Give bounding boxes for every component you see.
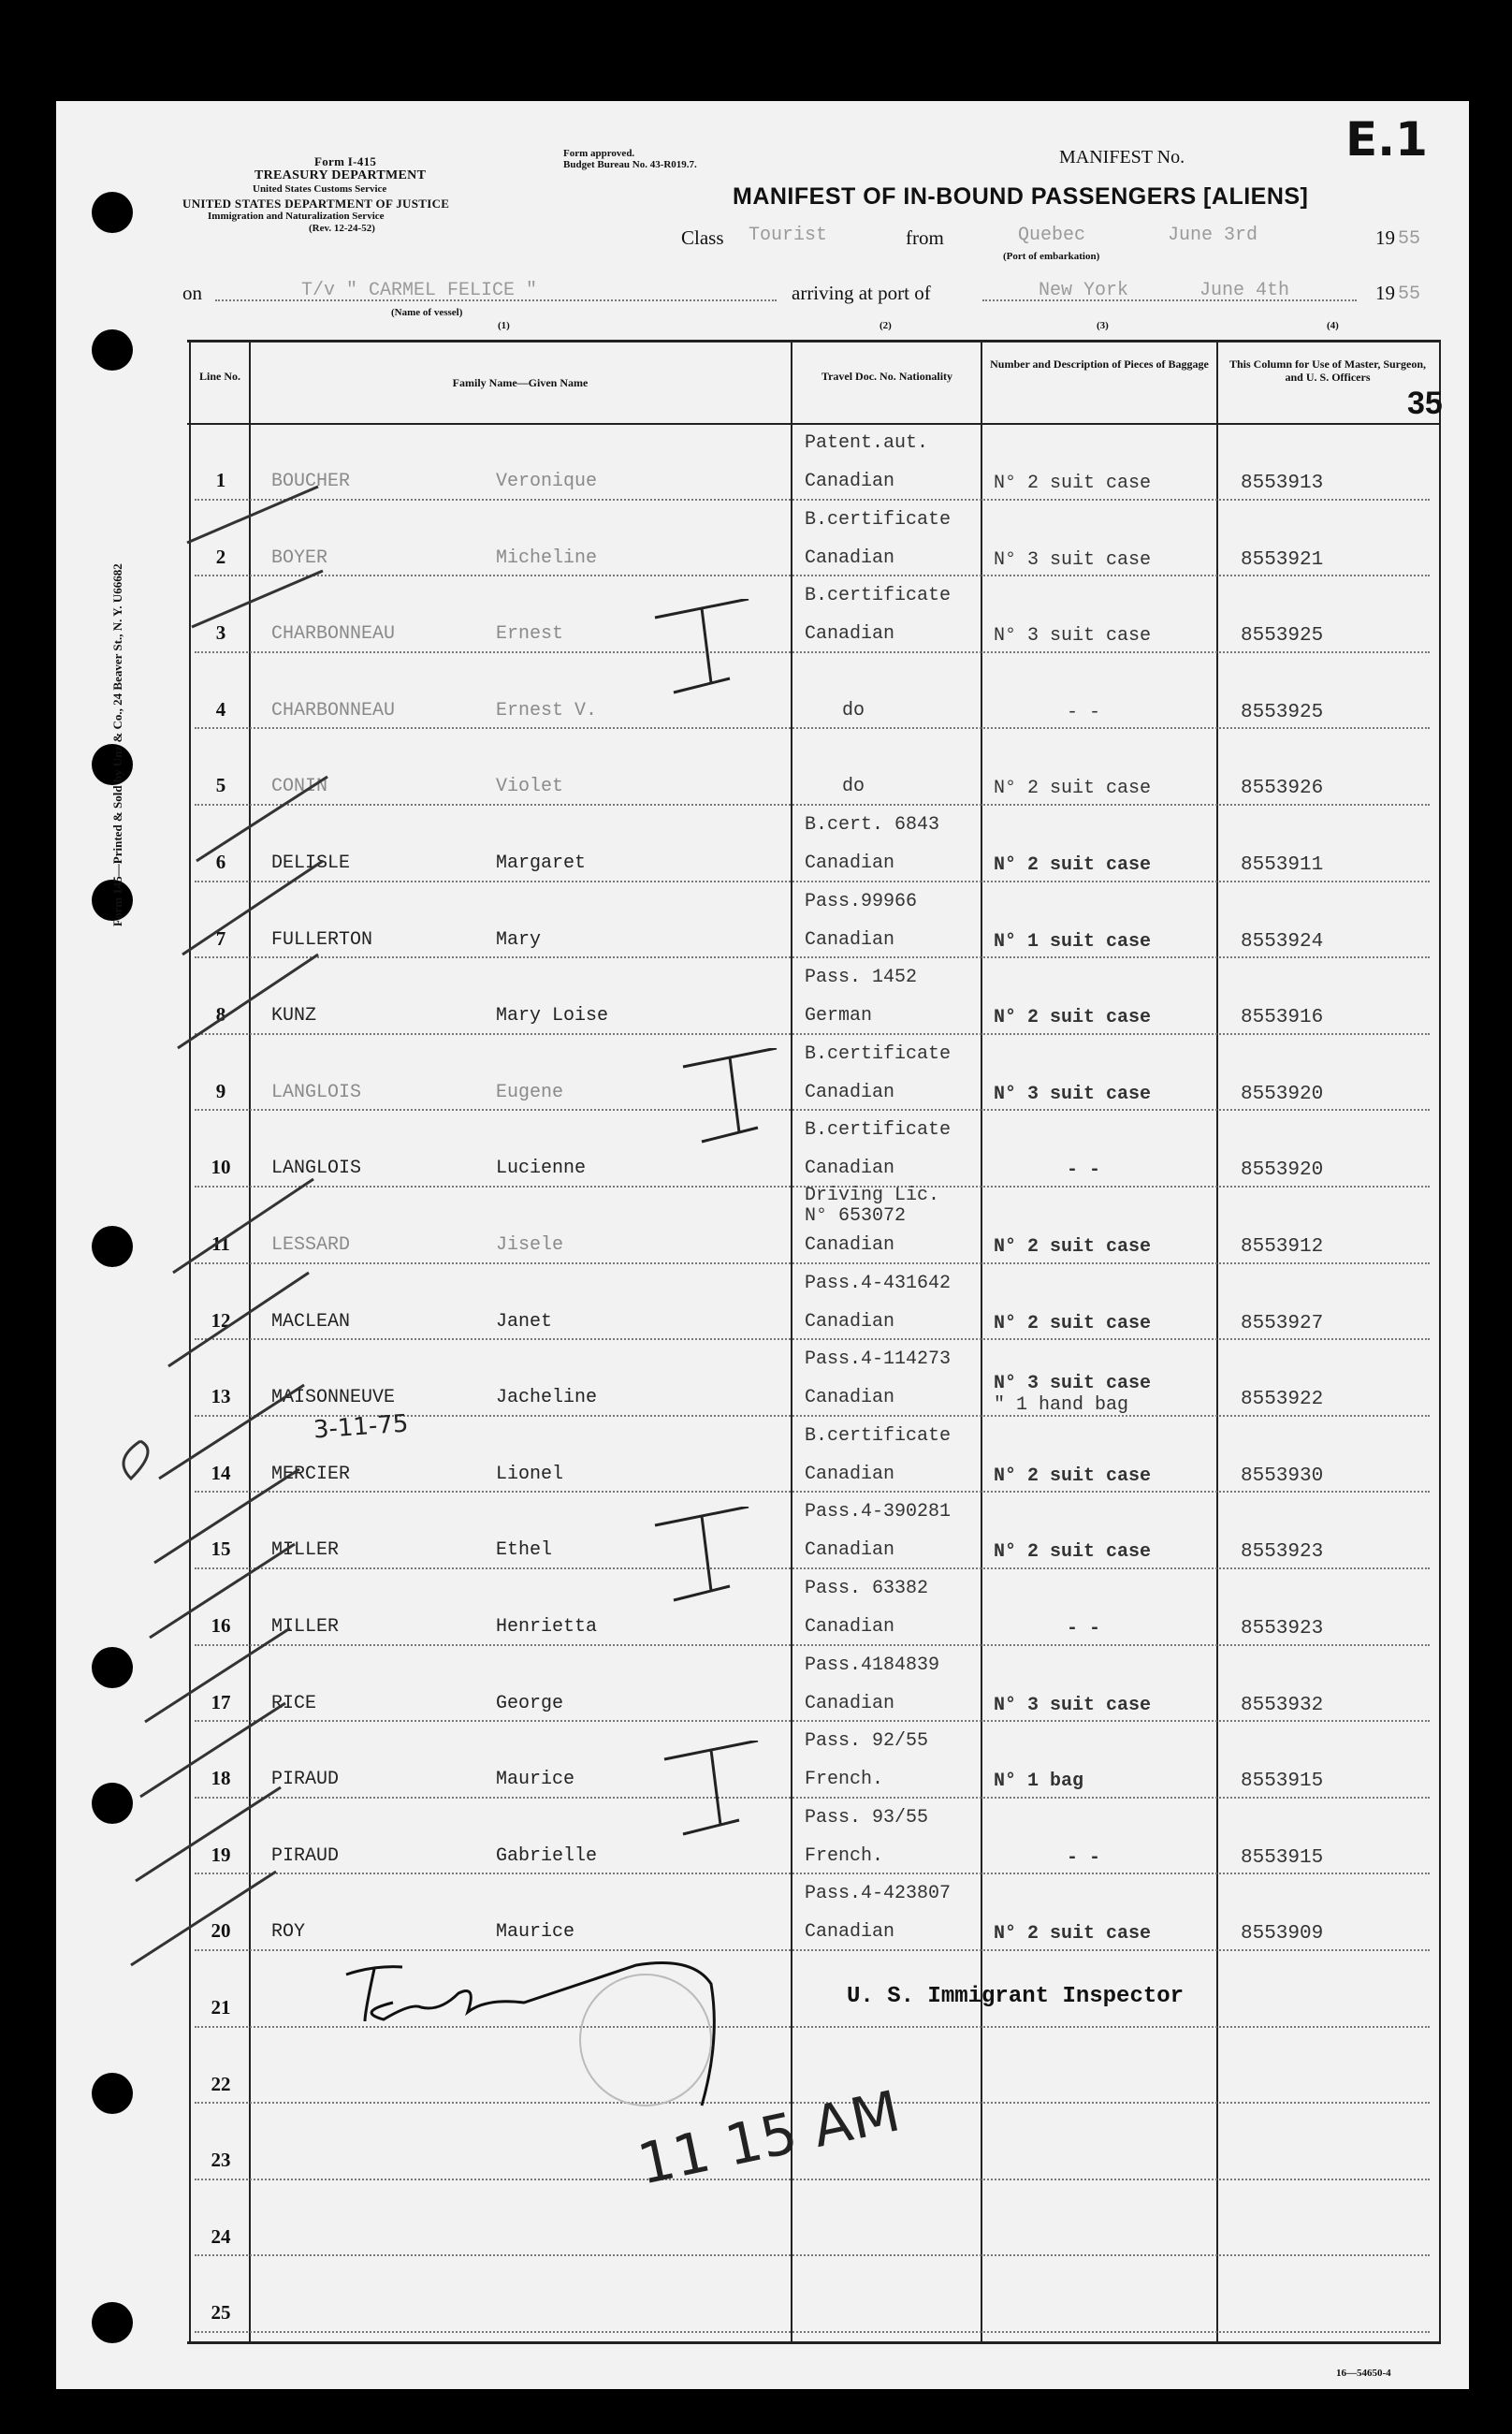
given-name: Violet — [496, 776, 564, 798]
officer-number: 8553925 — [1241, 625, 1324, 648]
year-suffix-2: 55 — [1398, 284, 1421, 305]
family-name: PIRAUD — [271, 1844, 340, 1867]
row-rule — [195, 1873, 1430, 1874]
form-number: Form I-415 — [314, 154, 377, 168]
manifest-title: MANIFEST OF IN-BOUND PASSENGERS [ALIENS] — [733, 183, 1309, 210]
travel-doc: B.cert. 6843 — [805, 814, 940, 836]
row-rule — [195, 2254, 1430, 2256]
line-number: 19 — [211, 1843, 231, 1866]
header-name: Family Name—Given Name — [452, 376, 589, 389]
family-name: LANGLOIS — [271, 1081, 362, 1103]
line-number: 8 — [215, 1003, 226, 1027]
year-prefix-1: 19 — [1375, 226, 1395, 249]
nationality: Canadian — [805, 547, 895, 569]
travel-doc: Pass.99966 — [805, 890, 918, 912]
nationality: Canadian — [805, 928, 895, 951]
officer-number: 8553927 — [1241, 1312, 1324, 1334]
arriving-date: June 4th — [1199, 280, 1290, 301]
nationality: Canadian — [805, 1463, 895, 1485]
travel-doc: B.certificate — [805, 508, 952, 531]
col-divider — [1439, 340, 1441, 2342]
given-name: Eugene — [496, 1081, 564, 1103]
row-rule — [195, 575, 1430, 576]
baggage: N° 2 suit case — [994, 1312, 1152, 1334]
given-name: Ernest V. — [496, 699, 598, 721]
page-number: 35 — [1407, 386, 1443, 421]
footer-code: 16—54650-4 — [1336, 2368, 1391, 2379]
nationality: Canadian — [805, 1921, 895, 1944]
given-name: Margaret — [496, 853, 587, 874]
class-value: Tourist — [749, 225, 828, 246]
row-rule — [195, 881, 1430, 882]
baggage: - - — [1067, 701, 1101, 723]
baggage: - - — [1067, 1159, 1101, 1182]
row-rule — [195, 1644, 1430, 1646]
binder-hole — [92, 192, 133, 233]
officer-number: 8553923 — [1241, 1541, 1324, 1564]
family-name: MILLER — [271, 1539, 340, 1562]
line-number: 13 — [211, 1385, 231, 1408]
baggage: N° 2 suit case — [994, 473, 1152, 494]
nationality: do — [842, 776, 865, 798]
officer-number: 8553912 — [1241, 1236, 1324, 1258]
year-suffix-1: 55 — [1398, 228, 1421, 250]
line-number: 15 — [211, 1538, 231, 1561]
nationality: French. — [805, 1844, 884, 1867]
given-name: Jacheline — [496, 1387, 598, 1409]
binder-hole — [92, 329, 133, 371]
family-name: LESSARD — [271, 1234, 351, 1256]
arriving-port: New York — [1039, 280, 1129, 301]
travel-doc: Pass.4-423807 — [805, 1883, 952, 1905]
row-rule — [195, 1033, 1430, 1035]
given-name: Gabrielle — [496, 1844, 598, 1867]
officer-number: 8553932 — [1241, 1694, 1324, 1716]
officer-number: 8553911 — [1241, 854, 1324, 876]
travel-doc: Pass.4184839 — [805, 1654, 940, 1676]
row-rule — [195, 1797, 1430, 1799]
family-name: MACLEAN — [271, 1310, 351, 1333]
baggage: N° 1 bag — [994, 1771, 1084, 1793]
given-name: Henrietta — [496, 1616, 598, 1638]
family-name: FULLERTON — [271, 928, 373, 951]
row-rule — [195, 1567, 1430, 1569]
family-name: DELISLE — [271, 853, 351, 874]
nationality: Canadian — [805, 1539, 895, 1562]
col-num-1: (1) — [498, 320, 510, 331]
row-rule — [195, 499, 1430, 501]
inspector-label: U. S. Immigrant Inspector — [847, 1984, 1185, 2009]
travel-doc: B.certificate — [805, 1119, 952, 1142]
row-rule — [195, 1491, 1430, 1493]
table-top-rule — [187, 340, 1441, 343]
given-name: George — [496, 1692, 564, 1714]
bracket-mark — [646, 599, 767, 711]
officer-number: 8553921 — [1241, 548, 1324, 571]
class-label: Class — [681, 226, 724, 249]
family-name: RICE — [271, 1692, 317, 1714]
header-travel-doc: Travel Doc. No. Nationality — [821, 370, 953, 383]
line-number: 2 — [215, 545, 226, 568]
given-name: Micheline — [496, 547, 598, 569]
col-divider — [791, 340, 792, 2342]
arrival-rule — [982, 299, 1357, 301]
manifest-no-label: MANIFEST No. — [1059, 147, 1185, 168]
line-number: 25 — [211, 2301, 231, 2325]
baggage: N° 2 suit case — [994, 1007, 1152, 1029]
department: TREASURY DEPARTMENT — [254, 168, 427, 182]
row-rule — [195, 651, 1430, 653]
given-name: Maurice — [496, 1769, 575, 1791]
nationality: Canadian — [805, 1234, 895, 1256]
manifest-no-value: E.1 — [1345, 112, 1428, 167]
col-num-2: (2) — [880, 320, 892, 331]
baggage: N° 2 suit case — [994, 1236, 1152, 1258]
officer-number: 8553913 — [1241, 473, 1324, 494]
travel-doc: B.certificate — [805, 585, 952, 607]
baggage: N° 2 suit case — [994, 1541, 1152, 1564]
budget-bureau: Budget Bureau No. 43-R019.7. — [563, 159, 697, 170]
officer-number: 8553915 — [1241, 1846, 1324, 1869]
officer-number: 8553916 — [1241, 1007, 1324, 1029]
officer-number: 8553925 — [1241, 701, 1324, 723]
baggage: N° 2 suit case — [994, 778, 1152, 800]
given-name: Jisele — [496, 1234, 564, 1256]
line-number: 20 — [211, 1919, 231, 1943]
col-divider — [1216, 340, 1218, 2342]
row-rule — [195, 2331, 1430, 2333]
family-name: KUNZ — [271, 1005, 317, 1028]
ins-service: Immigration and Naturalization Service — [208, 211, 385, 222]
officer-number: 8553923 — [1241, 1618, 1324, 1640]
baggage-extra: " 1 hand bag — [994, 1394, 1129, 1417]
baggage: N° 3 suit case — [994, 1083, 1152, 1105]
family-name: ROY — [271, 1921, 306, 1944]
travel-doc: Pass.4-431642 — [805, 1272, 952, 1294]
baggage: - - — [1067, 1618, 1101, 1640]
arriving-label: arriving at port of — [792, 282, 931, 304]
nationality: French. — [805, 1769, 884, 1791]
col-divider — [981, 340, 982, 2342]
table-bottom-rule — [187, 2341, 1441, 2344]
year-prefix-2: 19 — [1375, 282, 1395, 304]
line-number: 7 — [215, 926, 226, 950]
col-num-3: (3) — [1097, 320, 1109, 331]
line-number: 12 — [211, 1308, 231, 1332]
nationality: Canadian — [805, 1692, 895, 1714]
side-print: Form 145—Printed & Sold by Unz & Co., 24 Beaver St., N. Y. U66682 — [110, 563, 124, 926]
officer-number: 8553922 — [1241, 1389, 1324, 1411]
line-number: 3 — [215, 621, 226, 645]
nationality: Canadian — [805, 1158, 895, 1180]
line-number: 11 — [211, 1232, 230, 1255]
nationality: Canadian — [805, 1616, 895, 1638]
officer-number: 8553930 — [1241, 1465, 1324, 1487]
nationality: Canadian — [805, 853, 895, 874]
given-name: Lucienne — [496, 1158, 587, 1180]
vessel-rule — [215, 299, 777, 301]
officer-number: 8553909 — [1241, 1923, 1324, 1946]
header-baggage: Number and Description of Pieces of Baggage — [990, 357, 1209, 371]
nationality: Canadian — [805, 1081, 895, 1103]
line-number: 24 — [211, 2224, 231, 2248]
officer-number: 8553926 — [1241, 778, 1324, 800]
row-rule — [195, 2179, 1430, 2180]
header-bottom-rule — [187, 423, 1441, 425]
from-date: June 3rd — [1168, 225, 1258, 246]
bracket-mark — [646, 1507, 767, 1619]
baggage: N° 2 suit case — [994, 854, 1152, 876]
nationality: Canadian — [805, 471, 895, 492]
travel-doc: Pass. 92/55 — [805, 1730, 929, 1753]
nationality: German — [805, 1005, 873, 1028]
line-number: 6 — [215, 851, 226, 873]
bracket-mark — [674, 1048, 795, 1160]
vessel-value: T/v " CARMEL FELICE " — [301, 280, 538, 301]
baggage: N° 3 suit case — [994, 625, 1152, 648]
header-officers: This Column for Use of Master, Surgeon, and U. S. Officers — [1228, 357, 1426, 384]
officer-number: 8553915 — [1241, 1771, 1324, 1793]
line-number: 22 — [211, 2072, 231, 2095]
row-rule — [195, 956, 1430, 958]
baggage: N° 3 suit case — [994, 1373, 1152, 1395]
baggage: N° 3 suit case — [994, 1694, 1152, 1716]
travel-doc: Pass. 93/55 — [805, 1806, 929, 1829]
nationality: do — [842, 699, 865, 721]
binder-hole — [92, 2302, 133, 2343]
line-number: 18 — [211, 1767, 231, 1790]
officer-number: 8553920 — [1241, 1083, 1324, 1105]
on-label: on — [182, 282, 202, 304]
justice-dept: UNITED STATES DEPARTMENT OF JUSTICE — [182, 197, 450, 211]
travel-doc: B.certificate — [805, 1042, 952, 1065]
travel-doc: Pass.4-114273 — [805, 1348, 952, 1371]
line-number: 17 — [211, 1690, 231, 1713]
row-rule — [195, 1720, 1430, 1722]
travel-doc: Driving Lic. N° 653072 — [805, 1185, 940, 1227]
line-number: 1 — [215, 469, 226, 491]
officer-number: 8553924 — [1241, 930, 1324, 953]
line-number: 5 — [215, 774, 226, 797]
from-label: from — [906, 226, 944, 249]
baggage: - - — [1067, 1846, 1101, 1869]
given-name: Mary Loise — [496, 1005, 609, 1028]
binder-hole — [92, 2073, 133, 2114]
line-number: 10 — [211, 1156, 231, 1179]
nationality: Canadian — [805, 623, 895, 646]
from-value: Quebec — [1018, 225, 1086, 246]
family-name: MILLER — [271, 1616, 340, 1638]
line-number: 16 — [211, 1614, 231, 1637]
col-num-4: (4) — [1327, 320, 1339, 331]
vessel-caption: (Name of vessel) — [391, 307, 463, 318]
family-name: CHARBONNEAU — [271, 623, 396, 646]
baggage: N° 2 suit case — [994, 1465, 1152, 1487]
nationality: Canadian — [805, 1387, 895, 1409]
family-name: PIRAUD — [271, 1769, 340, 1791]
nationality: Canadian — [805, 1310, 895, 1333]
travel-doc: B.certificate — [805, 1424, 952, 1447]
travel-doc: Pass. 63382 — [805, 1578, 929, 1599]
row-rule — [195, 1338, 1430, 1340]
margin-check-marks — [103, 468, 346, 2012]
customs-service: United States Customs Service — [253, 183, 387, 195]
margin-handwriting: 3-11-75 — [313, 1409, 410, 1445]
travel-doc: Pass. 1452 — [805, 967, 918, 989]
family-name: CONIN — [271, 776, 328, 798]
line-number: 23 — [211, 2149, 231, 2172]
given-name: Veronique — [496, 471, 598, 492]
header-line-no: Line No. — [198, 370, 240, 383]
bracket-mark — [655, 1741, 777, 1853]
family-name: BOYER — [271, 547, 328, 569]
given-name: Ernest — [496, 623, 564, 646]
travel-doc: Pass.4-390281 — [805, 1501, 952, 1523]
line-number: 4 — [215, 697, 226, 721]
rev-date: (Rev. 12-24-52) — [309, 223, 375, 234]
row-rule — [195, 804, 1430, 806]
given-name: Lionel — [496, 1463, 564, 1485]
handwritten-time: 11 15 AM — [632, 2078, 906, 2198]
given-name: Ethel — [496, 1539, 553, 1562]
inspector-signature — [337, 1946, 786, 2115]
family-name: BOUCHER — [271, 471, 351, 492]
given-name: Maurice — [496, 1921, 575, 1944]
family-name: CHARBONNEAU — [271, 699, 396, 721]
row-rule — [195, 1109, 1430, 1111]
row-rule — [195, 727, 1430, 729]
travel-doc: Patent.aut. — [805, 432, 929, 454]
row-rule — [195, 1262, 1430, 1264]
line-number: 21 — [211, 1996, 231, 2019]
given-name: Mary — [496, 928, 542, 951]
family-name: MAISONNEUVE — [271, 1387, 396, 1409]
baggage: N° 2 suit case — [994, 1923, 1152, 1946]
baggage: N° 3 suit case — [994, 548, 1152, 571]
given-name: Janet — [496, 1310, 553, 1333]
baggage: N° 1 suit case — [994, 930, 1152, 953]
family-name: LANGLOIS — [271, 1158, 362, 1180]
port-embarkation-caption: (Port of embarkation) — [1003, 251, 1100, 262]
form-approved: Form approved. — [563, 148, 635, 159]
line-number: 14 — [211, 1461, 231, 1484]
line-number: 9 — [215, 1079, 226, 1102]
officer-number: 8553920 — [1241, 1159, 1324, 1182]
family-name: MERCIER — [271, 1463, 351, 1485]
